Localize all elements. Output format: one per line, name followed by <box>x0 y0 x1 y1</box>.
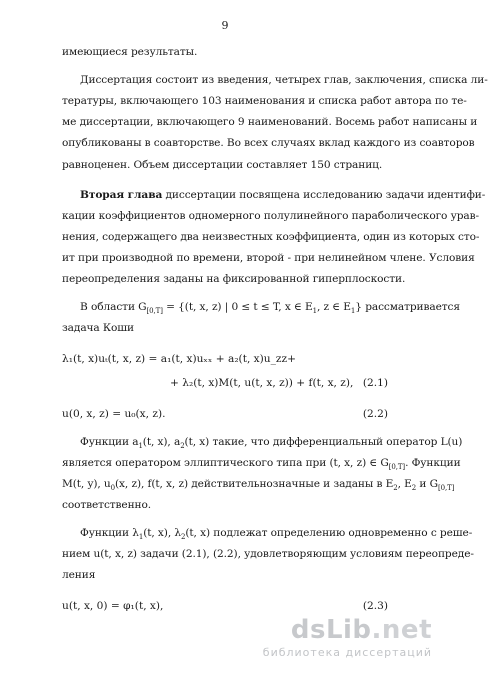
text-line: тературы, включающего 103 наименования и списка работ автора по те- <box>62 95 467 107</box>
equation-number: (2.1) <box>362 377 388 389</box>
text-line: нения, содержащего два неизвестных коэффициента, один из которых сто- <box>62 231 480 243</box>
text-line: ит при производной по времени, второй - при нелинейном члене. Условия <box>62 252 475 264</box>
text-line: является оператором эллиптического типа при (t, x, z) ∈ $G_{[0,T]}$. Функции <box>62 457 461 472</box>
text-line: В области $G_{[0,T]} = \{(t$, x, z) | 0 ≤ t ≤ T, x ∈ $E_1$, z ∈ $E_1$} рассматривается <box>80 301 460 316</box>
text-line: нием u(t, x, z) задачи (2.1), (2.2), удовлетворяющим условиям переопреде- <box>62 548 474 560</box>
text-line: ления <box>62 569 96 581</box>
watermark <box>263 616 432 659</box>
text-line: Функции $a_1(t$, x), $a_2(t$, x) такие, что дифференциальный оператор L(u) <box>80 436 463 451</box>
equation-2-2: u(0, x, z) = u₀(x, z). <box>62 408 166 420</box>
equation-2-3: u(t, x, 0) = φ₁(t, x), <box>62 600 164 612</box>
text-line: соответственно. <box>62 499 152 511</box>
text-line: кации коэффициентов одномерного полулинейного параболического урав- <box>62 210 479 222</box>
text-line: Вторая глава диссертации посвящена исследованию задачи идентифи- <box>80 189 486 201</box>
equation-number: (2.2) <box>362 408 388 420</box>
text-line: Функции $\lambda_1(t$, x), $\lambda_2(t$, x) подлежат определению одновременно с реше- <box>80 527 473 542</box>
text-line: Диссертация состоит из введения, четырех глав, заключения, списка ли- <box>80 74 488 86</box>
watermark-subtitle: библиотека диссертаций <box>262 646 432 659</box>
text-line: ме диссертации, включающего 9 наименований. Восемь работ написаны и <box>62 116 478 128</box>
text-line: равноценен. Объем диссертации составляет 150 страниц. <box>62 159 383 171</box>
page-number: 9 <box>221 19 229 32</box>
text-line: имеющиеся результаты. <box>62 46 198 58</box>
text-line: M(t, y), $u_0(x$, z), f(t, x, z) действительнозначные и заданы в $E_2$, $E_2$ и $G_{[0,T]}$ <box>62 478 455 493</box>
watermark-logo: dsLib.net <box>290 615 432 645</box>
equation-2-1-line-2: + λ₂(t, x)M(t, u(t, x, z)) + f(t, x, z), <box>170 377 354 389</box>
equation-number: (2.3) <box>362 600 388 612</box>
text-line: переопределения заданы на фиксированной гиперплоскости. <box>62 273 406 285</box>
section-heading: Вторая глава <box>80 189 163 201</box>
equation-2-1-line-1: λ₁(t, x)uₜ(t, x, z) = a₁(t, x)uₓₓ + a₂(t, x)u_zz+ <box>62 353 296 365</box>
text-line: задача Коши <box>62 322 135 334</box>
text-line: опубликованы в соавторстве. Во всех случаях вклад каждого из соавторов <box>62 137 475 149</box>
